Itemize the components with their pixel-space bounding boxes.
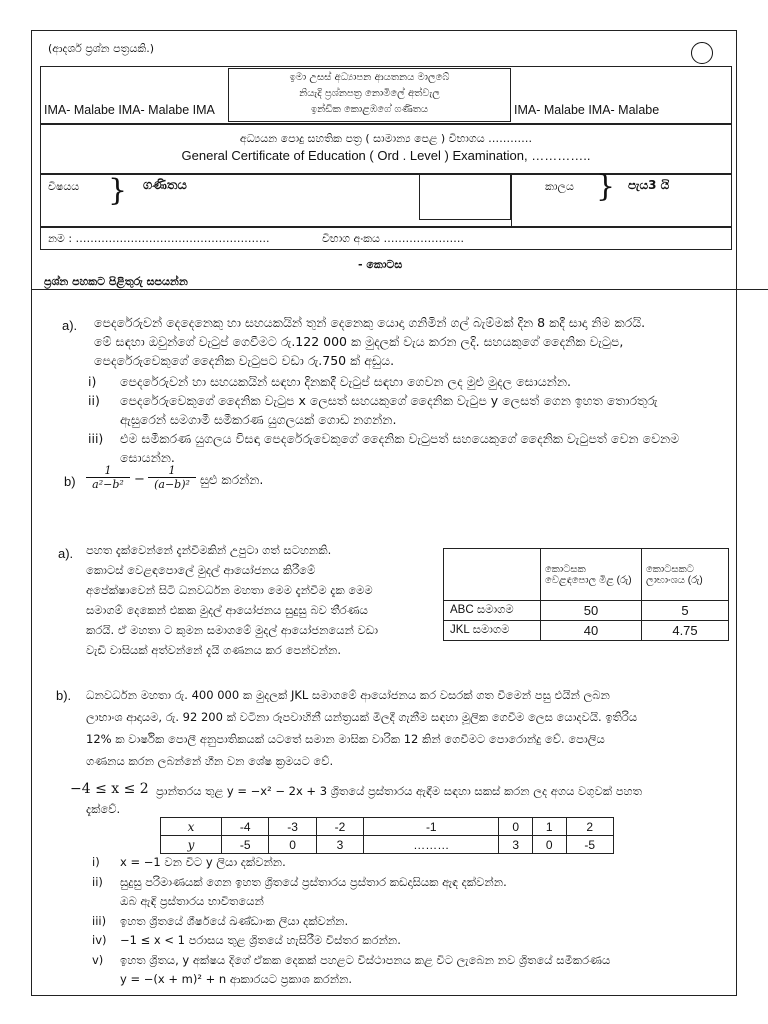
time-label: කාලය <box>545 180 574 193</box>
table-cell: ……… <box>364 836 499 854</box>
divider <box>511 174 512 227</box>
table-cell: -5 <box>222 836 269 854</box>
table-row <box>444 601 729 621</box>
table-cell: -4 <box>222 818 269 836</box>
q1-b-label: b) <box>64 474 76 489</box>
table-cell: y <box>161 836 222 854</box>
q3-intro-2: දැක්වේ. <box>86 802 121 816</box>
minus-sign: − <box>134 472 145 487</box>
table-cell: -3 <box>269 818 316 836</box>
fraction-2: 1 (a−b)² <box>148 464 196 491</box>
q1-parts: i) පෙදරේරුවන් හා සහයකයින් සඳහා දිනකදී වැටුප් සඳහා ගෙවන ලද මුළු මුදල සොයන්න. ii) පෙදරේරුවෙකුගේ දෛනික වැටුප x ලෙසත් සහයකුගේ දෛනික වැටුප y ලෙසත් ගෙන ඉහත තොරතුරු ඇසුරෙන් සමගාමී සමීකරණ යුගලයක් ගොඩ නගන්න. iii) එම සමීකරණ යුගලය විසඳා පෙදරේරුවෙකුගේ දෛනික වැටුපත් සහයෙකුගේ දෛනික වැටුපත් වෙන වෙනම සොයන්න. <box>88 374 680 465</box>
exam-title-en: General Certificate of Education ( Ord . Level ) Examination, ………….. <box>181 148 591 163</box>
q1-a-text: පෙදරේරුවන් දෙදෙනෙකු හා සහයකයින් තුන් දෙනෙකු යොදා ගනිමින් ගල් බැම්මක් දින 8 කදී සාදා නිම කරයි. මේ සඳහා ඔවුන්ගේ වැටුප් ගෙවීමට රු.122 000 ක මුදලක් වැය කරන ලදි. සහයකුගේ දෛනික වැටුප, පෙදරේරුවෙකුගේ දෛනික වැටුපට වඩා රු.750 ක් අඩුය. <box>94 315 646 368</box>
table-row <box>444 621 729 641</box>
table-row <box>161 836 614 854</box>
exam-title-si: අධ්‍යයන පොදු සහතික පත්‍ර ( සාමාන්‍ය පෙළ ) විභාගය ………… <box>239 132 533 145</box>
instruction: ප්‍රශ්න පහකට පිළිතුරු සපයන්න <box>44 275 188 288</box>
q2-a-text: පහත දැක්වෙන්නේ දැන්වීමකින් උපුටා ගත් සටහනකි. කොටස් වෙළඳපොලේ මුදල් ආයෝජනය කිරීමේ අපේක්ෂාවෙන් සිටි ධනවර්ධන මහතා මෙම දැන්වීම දැක මෙම සමාගම් දෙකෙන් එකක මුදල් ආයෝජනය සුදුසු බව තීරණය කරයි. ඒ මහතා ට කුමන සමාගමේ මුදල් ආයෝජනයෙන් වඩා වැඩි වාසියක් අත්වන්නේ දැයි ගණනය කර පෙන්වන්න. <box>86 543 379 657</box>
name-label: නම : …………………………………………….. <box>48 232 270 245</box>
institute-text: ඉමා උසස් අධ්‍යාපන ආයතනය මාලබේ නියැදි ප්‍රශ්නපත්‍ර නොමිලේ අත්වැල ඉන්ඩික කොළඹගේ ගණිතය <box>289 72 450 115</box>
table-cell: 3 <box>316 836 363 854</box>
circle-mark <box>691 42 713 64</box>
index-label: විභාග අංකය …………………. <box>322 232 464 245</box>
section-rule <box>31 289 768 290</box>
table-cell: -5 <box>566 836 613 854</box>
subject-code-box <box>419 174 511 220</box>
table-cell: 2 <box>566 818 613 836</box>
table-cell: 3 <box>499 836 533 854</box>
table-cell: 0 <box>532 836 566 854</box>
q2-b-text: ධනවර්ධන මහතා රු. 400 000 ක මුදලක් JKL සමාගමේ ආයෝජනය කර වසරක් ගත වීමෙන් පසු එයින් ලබන ලාභාංශ ආදායම, රු. 92 200 ක් වටිනා රූපවාහිනී යන්ත්‍රයක් මිලදී ගැනීම සඳහා මූලික ගෙවීම ලෙස යොදවයි. ඉතිරිය 12% ක වාර්ෂික පොලී අනුපාතිකයක් යටතේ සමාන මාසික වාරික 12 කින් ගෙවීමට පොරොන්දු වේ. පොලිය ගණනය කරන ලබන්නේ හීන වන ශේෂ ක්‍රමයට වේ. <box>86 688 638 768</box>
table-cell: 1 <box>532 818 566 836</box>
q3-intro: ප්‍රාන්තරය තුළ y = −x² − 2x + 3 ශ්‍රිතයේ ප්‍රස්තාරය ඇඳීම සඳහා සකස් කරන ලද අගය වගුවක් පහත <box>156 784 642 798</box>
table-cell: 40 <box>541 621 642 641</box>
right-banner: IMA- Malabe IMA- Malabe <box>514 103 660 117</box>
q1-b-text: සුළු කරන්න. <box>200 472 264 487</box>
fraction-1: 1 a²−b² <box>86 464 130 491</box>
table-cell: -2 <box>316 818 363 836</box>
interval-math: −4 ≤ x ≤ 2 <box>70 781 149 797</box>
table-cell: 4.75 <box>642 621 729 641</box>
brace-icon: } <box>108 173 128 208</box>
q2-a-label: a). <box>58 546 74 561</box>
time-value: පැය3 යි <box>628 178 670 192</box>
part-label: - කොටස <box>358 258 403 271</box>
table-header <box>444 549 541 601</box>
share-table <box>443 548 729 641</box>
brace-icon: } <box>596 169 616 204</box>
q1-a-label: a). <box>62 318 78 333</box>
table-cell: 0 <box>269 836 316 854</box>
table-cell: 50 <box>541 601 642 621</box>
table-cell: JKL සමාගම <box>444 621 541 641</box>
left-banner: IMA- Malabe IMA- Malabe IMA <box>44 103 215 117</box>
subject-value: ගණිතය <box>143 178 187 193</box>
table-cell: 5 <box>642 601 729 621</box>
table-row <box>161 818 614 836</box>
table-header: කොටසක වෙළඳපොල මිළ (රු) <box>541 549 642 601</box>
table-cell: x <box>161 818 222 836</box>
paper-tag: (ආදර්ශ ප්‍රශ්න පත්‍රයකි.) <box>48 42 155 55</box>
table-cell: ABC සමාගම <box>444 601 541 621</box>
value-table <box>160 817 614 854</box>
subject-label: විෂයය <box>48 180 80 193</box>
q3-parts: i) x = −1 වන විට y ලියා දක්වන්න. ii) සුදුසු පරිමාණයක් ගෙන ඉහත ශ්‍රිතයේ ප්‍රස්තාරය ප්‍රස්තාර කඩදාසියක ඇඳ දක්වන්න. ඔබ ඇඳි ප්‍රස්තාරය භාවිතයෙන් iii) ඉහත ශ්‍රිතයේ ශීර්ෂයේ ඛණ්ඩාංක ලියා දක්වන්න. iv) −1 ≤ x < 1 පරාසය තුළ ශ්‍රිතයේ හැසිරීම විස්තර කරන්න. v) ඉහත ශ්‍රිතය, y අක්ෂය දිගේ ඒකක දෙකක් පහළට විස්ථාපනය කළ විට ලැබෙන නව ශ්‍රිතයේ සමීකරණය y = −(x + m)² + n ආකාරයට ප්‍රකාශ කරන්න. <box>92 855 611 986</box>
table-cell: -1 <box>364 818 499 836</box>
table-header: කොටසකට ලාභාංශය (රු) <box>642 549 729 601</box>
table-cell: 0 <box>499 818 533 836</box>
q2-b-label: b). <box>56 688 72 703</box>
